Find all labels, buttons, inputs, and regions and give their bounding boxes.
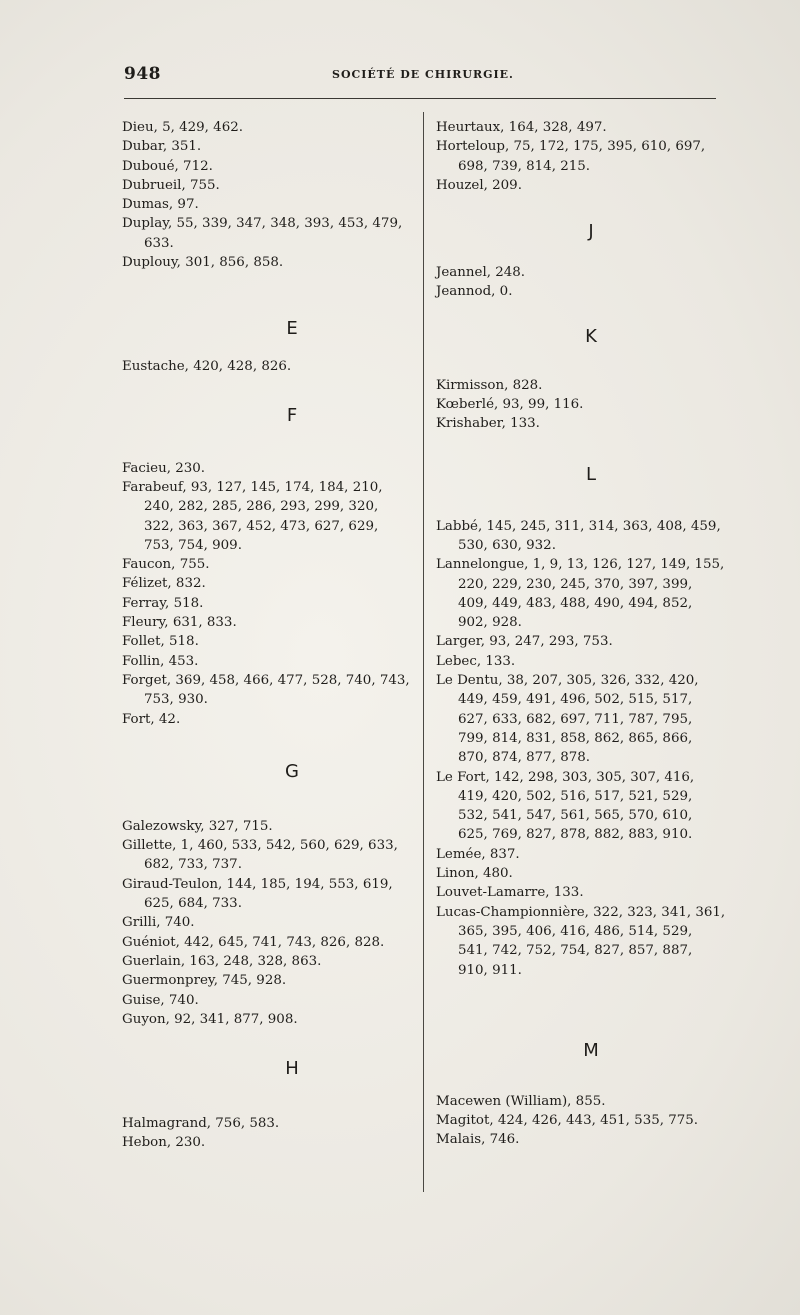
index-entry: Félizet, 832. <box>122 576 206 592</box>
index-entry: Grilli, 740. <box>122 915 195 931</box>
index-entry: Follin, 453. <box>122 653 199 669</box>
running-title: SOCIÉTÉ DE CHIRURGIE. <box>332 68 514 81</box>
index-entry: Lucas-Championnière, 322, 323, 341, 361, 365, 395, 406, 416, 486, 514, 529, 541, 742, 752, 754, 827, 857, 887, 910, 911. <box>436 904 726 978</box>
index-entry: Guise, 740. <box>122 992 199 1008</box>
index-entry: Dubar, 351. <box>122 139 202 155</box>
page-number: 948 <box>124 64 161 84</box>
section-letter-g: G <box>285 760 299 782</box>
index-entry: Dumas, 97. <box>122 197 199 213</box>
index-entry: Magitot, 424, 426, 443, 451, 535, 775. <box>436 1113 699 1129</box>
index-entry: Galezowsky, 327, 715. <box>122 818 273 834</box>
index-entry: Lannelongue, 1, 9, 13, 126, 127, 149, 155, 220, 229, 230, 245, 370, 397, 399, 409, 449, 483, 488, 490, 494, 852, 902, 928. <box>436 557 725 631</box>
index-entry: Guerlain, 163, 248, 328, 863. <box>122 953 322 969</box>
index-entry: Kirmisson, 828. <box>436 377 543 393</box>
index-entry: Linon, 480. <box>436 866 513 882</box>
index-entry: Forget, 369, 458, 466, 477, 528, 740, 743, 753, 930. <box>122 672 410 708</box>
index-entry: Follet, 518. <box>122 634 199 650</box>
index-entry: Macewen (William), 855. <box>436 1093 606 1109</box>
index-entry: Houzel, 209. <box>436 177 522 193</box>
index-entry: Duplouy, 301, 856, 858. <box>122 255 284 271</box>
index-entry: Le Fort, 142, 298, 303, 305, 307, 416, 419, 420, 502, 516, 517, 521, 529, 532, 541, 547, 561, 565, 570, 610, 625, 769, 827, 878, 882, 883, 910. <box>436 769 695 843</box>
index-entry: Larger, 93, 247, 293, 753. <box>436 634 613 650</box>
index-entry: Gillette, 1, 460, 533, 542, 560, 629, 633, 682, 733, 737. <box>122 838 398 873</box>
index-entry: Guyon, 92, 341, 877, 908. <box>122 1011 298 1027</box>
header-rule <box>124 98 716 99</box>
index-column-right <box>436 118 726 1150</box>
index-entry: Ferray, 518. <box>122 595 204 611</box>
index-entry: Faucon, 755. <box>122 557 210 573</box>
index-entry: Lebec, 133. <box>436 653 516 669</box>
index-entry: Dieu, 5, 429, 462. <box>122 120 243 135</box>
index-column-left <box>122 118 412 1153</box>
index-entry: Lemée, 837. <box>436 846 520 862</box>
index-entry: Fleury, 631, 833. <box>122 615 237 631</box>
index-entry: Guéniot, 442, 645, 741, 743, 826, 828. <box>122 934 385 950</box>
index-entry: Facieu, 230. <box>122 460 206 476</box>
section-letter-j: J <box>588 221 594 243</box>
section-letter-k: K <box>585 325 597 347</box>
index-entry: Malais, 746. <box>436 1132 520 1148</box>
index-entry: Le Dentu, 38, 207, 305, 326, 332, 420, 449, 459, 491, 496, 502, 515, 517, 627, 633, 682, 697, 711, 787, 795, 799, 814, 831, 858, 862, 865, 866, 870, 874, 877, 878. <box>436 673 699 766</box>
index-entry: Jeannel, 248. <box>436 265 526 281</box>
index-entry: Duplay, 55, 339, 347, 348, 393, 453, 479, 633. <box>122 216 403 251</box>
index-entry: Halmagrand, 756, 583. <box>122 1116 280 1132</box>
index-entry: Duboué, 712. <box>122 158 213 174</box>
index-entry: Eustache, 420, 428, 826. <box>122 359 292 375</box>
index-entry: Krishaber, 133. <box>436 416 540 432</box>
index-entry: Fort, 42. <box>122 711 181 727</box>
index-entry: Labbé, 145, 245, 311, 314, 363, 408, 459, 530, 630, 932. <box>436 518 721 553</box>
index-entry: Farabeuf, 93, 127, 145, 174, 184, 210, 240, 282, 285, 286, 293, 299, 320, 322, 363, 367, 452, 473, 627, 629, 753, 754, 909. <box>122 479 383 553</box>
index-entry: Heurtaux, 164, 328, 497. <box>436 120 607 135</box>
section-letter-e: E <box>286 318 298 340</box>
index-entry: Guermonprey, 745, 928. <box>122 973 287 989</box>
section-letter-l: L <box>585 463 597 485</box>
column-divider <box>423 112 424 1192</box>
index-entry: Horteloup, 75, 172, 175, 395, 610, 697, 698, 739, 814, 215. <box>436 139 706 174</box>
index-entry: Giraud-Teulon, 144, 185, 194, 553, 619, 625, 684, 733. <box>122 876 393 912</box>
section-letter-m: M <box>583 1039 599 1061</box>
page-header <box>124 64 716 88</box>
index-entry: Jeannod, 0. <box>436 284 513 300</box>
section-letter-f: F <box>286 404 298 426</box>
index-entry: Hebon, 230. <box>122 1135 206 1151</box>
section-letter-h: H <box>285 1058 299 1080</box>
index-entry: Kœberlé, 93, 99, 116. <box>436 397 584 413</box>
index-entry: Dubrueil, 755. <box>122 177 220 193</box>
index-entry: Louvet-Lamarre, 133. <box>436 885 584 901</box>
